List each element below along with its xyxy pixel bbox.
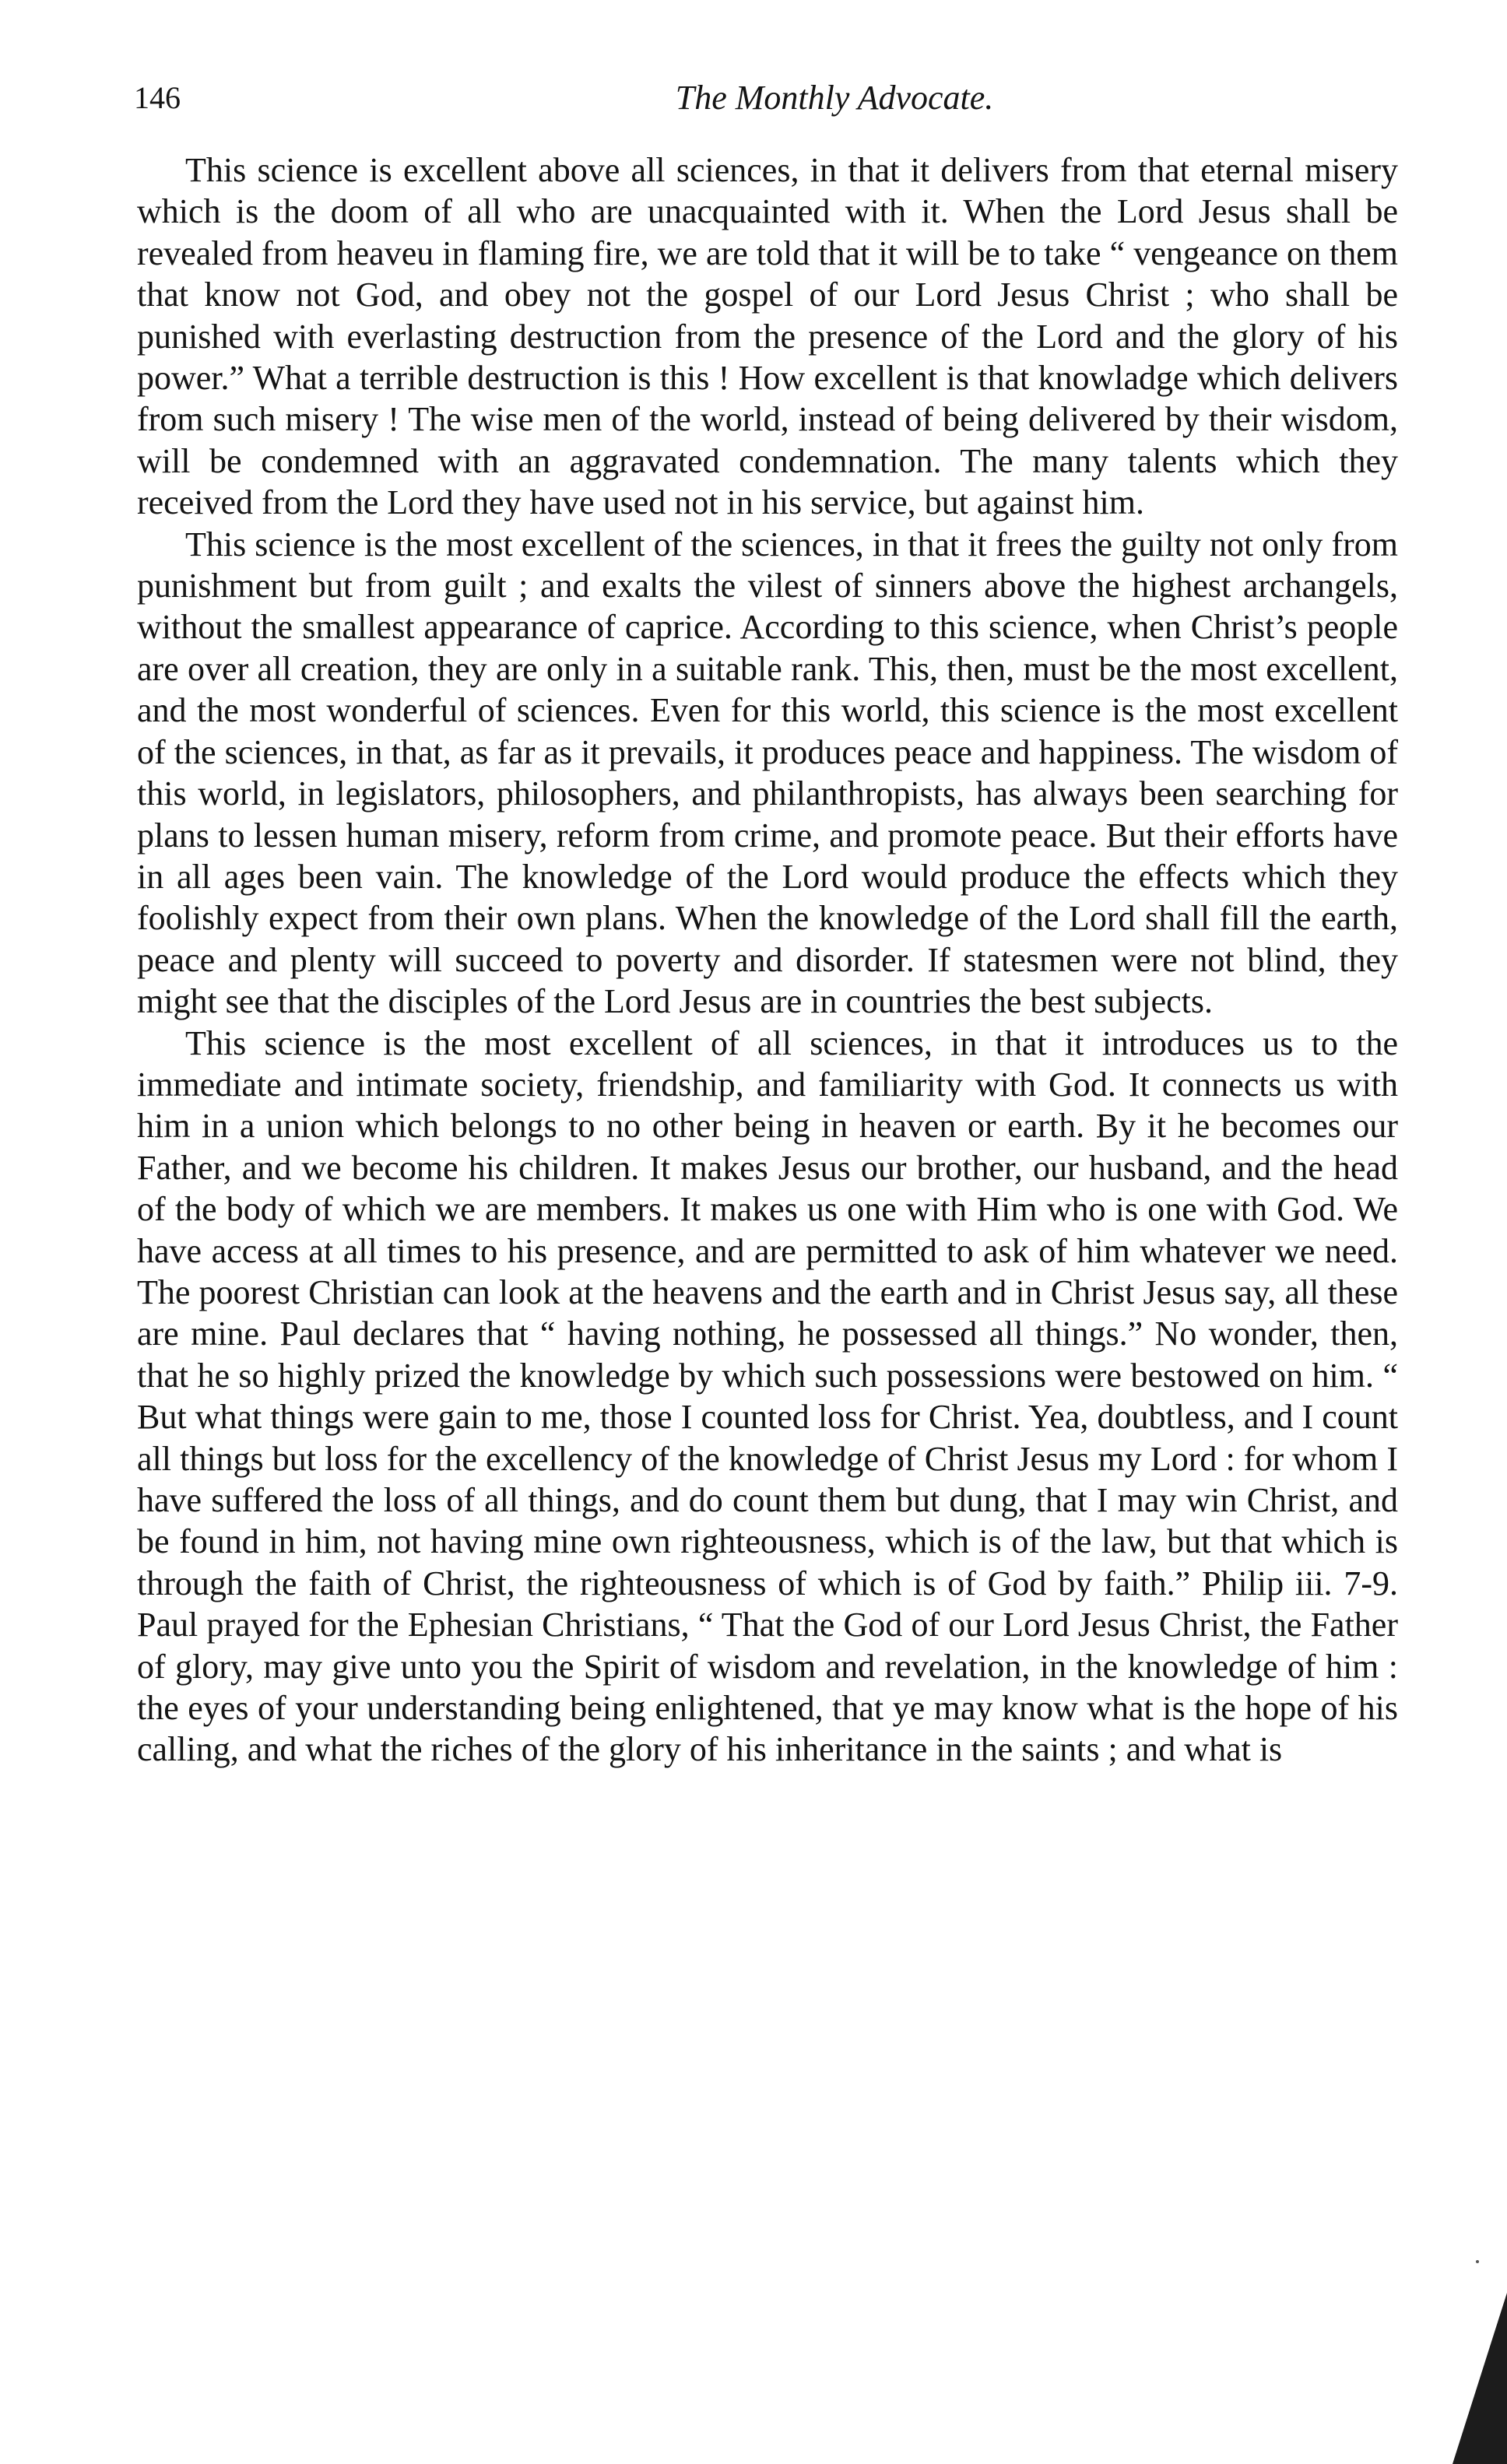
page-number: 146 [134, 80, 181, 115]
scan-corner-mark [1453, 2293, 1507, 2464]
paragraph: This science is the most excellent of all sciences, in that it introduces us to the immediate and intimate society, friendship, and familiarity with God. It connects us with him in a union which belongs to no other being in heaven or earth. By it he becomes our Father, and we become his children. It makes Jesus our brother, our husband, and the head of the body of which we are members. It makes us one with Him who is one with God. We have access at all times to his presence, and are permitted to ask of him whatever we need. The poorest Christian can look at the heavens and the earth and in Christ Jesus say, all these are mine. Paul declares that “ having nothing, he possessed all things.” No wonder, then, that he so highly prized the knowledge by which such possessions were bestowed on him. “ But what things were gain to me, those I counted loss for Christ. Yea, doubtless, and I count all things but loss for the excellency of the knowledge of Christ Jesus my Lord : for whom I have suffered the loss of all things, and do count them but dung, that I may win Christ, and be found in him, not having mine own righteousness, which is of the law, but that which is through the faith of Christ, the righteousness of which is of God by faith.” Philip iii. 7-9. Paul prayed for the Ephesian Christians, “ That the God of our Lord Jesus Christ, the Father of glory, may give unto you the Spirit of wisdom and revelation, in the knowledge of him : the eyes of your understanding being enlightened, that ye may know what is the hope of his calling, and what the riches of the glory of his inheritance in the saints ; and what is [137, 1023, 1398, 1769]
paragraph: This science is excellent above all sciences, in that it delivers from that eternal misery which is the doom of all who are unacquainted with it. When the Lord Jesus shall be revealed from heaveu in flaming fire, we are told that it will be to take “ vengeance on them that know not God, and obey not the gospel of our Lord Jesus Christ ; who shall be punished with everlasting destruction from the presence of the Lord and the glory of his power.” What a terrible destruction is this ! How excellent is that knowladge which delivers from such misery ! The wise men of the world, instead of being delivered by their wisdom, will be condemned with an aggravated condemnation. The many talents which they received from the Lord they have used not in his service, but against him. [137, 151, 1398, 522]
scan-speck [1476, 2260, 1479, 2263]
running-title: The Monthly Advocate. [675, 79, 994, 117]
body-text [137, 149, 1398, 1771]
paragraph: This science is the most excellent of the sciences, in that it frees the guilty not only from punishment but from guilt ; and exalts the vilest of sinners above the highest archangels, without the smallest appearance of caprice. According to this science, when Christ’s people are over all creation, they are only in a suitable rank. This, then, must be the most excellent, and the most wonderful of sciences. Even for this world, this science is the most excellent of the sciences, in that, as far as it prevails, it produces peace and happiness. The wisdom of this world, in legislators, philosophers, and philanthropists, has always been searching for plans to lessen human misery, reform from crime, and promote peace. But their efforts have in all ages been vain. The knowledge of the Lord would produce the effects which they foolishly expect from their own plans. When the knowledge of the Lord shall fill the earth, peace and plenty will succeed to poverty and disorder. If statesmen were not blind, they might see that the disciples of the Lord Jesus are in countries the best subjects. [137, 525, 1398, 1021]
running-head [134, 75, 1410, 121]
